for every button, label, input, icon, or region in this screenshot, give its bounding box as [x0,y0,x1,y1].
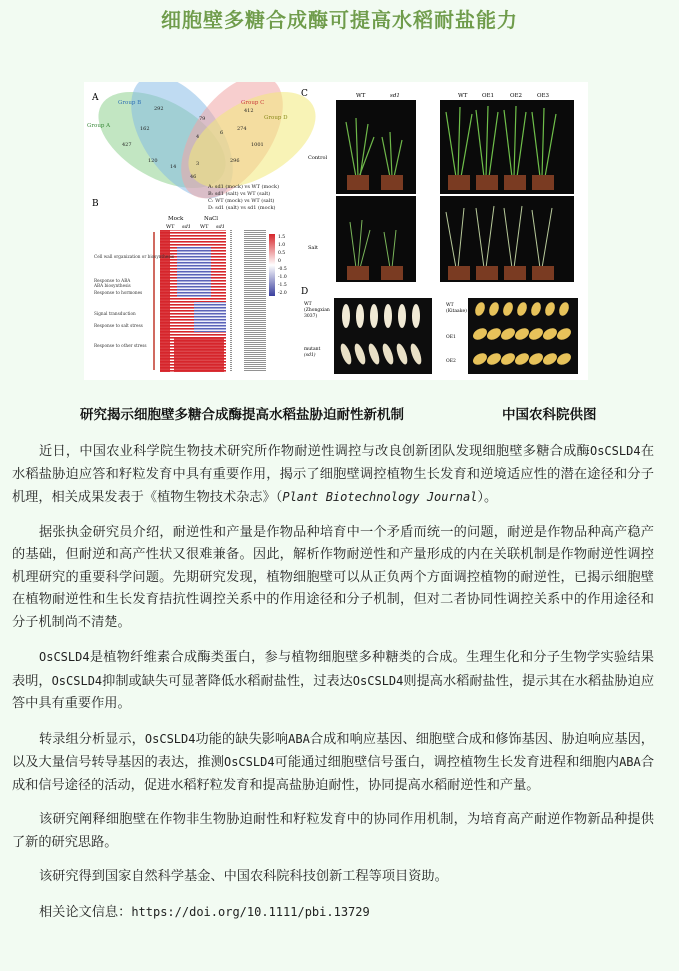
venn-count: 14 [170,164,177,170]
paragraph [12,440,654,510]
grain-label: WT [304,302,312,307]
text-span: ）。 [477,490,498,505]
text-span: 可能通过细胞壁信号蛋白，调控植物生长发育进程和细胞内 [274,755,620,770]
heatmap-category: ABA biosynthesis [94,283,131,288]
heatmap-condition-mock: Mock [168,216,184,222]
abbreviation: ABA [288,731,310,746]
photo-col-label: WT [458,93,468,99]
panel-b-label: B [92,199,99,209]
photo-col-label: OE2 [510,93,523,99]
text-span: 在水稻盐胁迫应答和籽粒发育中具有重要作用，揭示了细胞壁调控植物生长发育和逆境适应性的潜在途径和分子机理，相关成果发表于《植物生物技术杂志》（ [12,444,655,505]
grain-labels-right [446,302,467,364]
plant-pot [347,175,369,190]
heatmap-scale-label: 1.0 [278,243,286,248]
venn-count: 1001 [251,142,264,148]
heatmap-scale-label: 0 [278,259,281,264]
venn-group-a: Group A [87,123,111,129]
caption-text: 研究揭示细胞壁多糖合成酶提高水稻盐胁迫耐性新机制 [80,407,404,423]
venn-group-b: Group B [118,100,142,106]
plant-pot [448,266,470,280]
venn-legend-line: A: sd1 (mock) vs WT (mock) [208,184,280,190]
text-span: 转录组分析显示， [39,731,145,747]
heatmap-column-labels [166,224,225,230]
plant-pot [448,175,470,190]
venn-count: 296 [230,158,240,164]
venn-count: 292 [154,106,164,112]
panel-c-label: C [301,89,308,99]
heatmap-scale-labels [278,234,287,296]
grain-label: 3037) [304,314,318,319]
heatmap-scale-label: -0.5 [278,267,287,272]
heatmap-category: Cell wall organization or biosynthesis [94,254,174,259]
plant-pot [504,175,526,190]
heatmap-condition-nacl: NaCl [204,216,219,222]
citation-label: 相关论文信息： [39,904,132,920]
plant-pot [504,266,526,280]
venn-legend-line: B: sd1 (salt) vs WT (salt) [208,191,271,197]
text-span: 抑制或缺失可显著降低水稻耐盐性，过表达 [102,673,353,689]
gene-name: OsCSLD4 [223,755,275,769]
venn-count: 120 [148,158,158,164]
text-span: 合成和响应基因、细胞壁合成和修饰基因、胁迫响应基因，以及大量信号转导基因的表达，推测 [12,731,654,770]
heatmap-block [194,302,226,332]
plant-pot [532,175,554,190]
grain-labels-left [304,301,330,358]
paragraph: 据张执金研究员介绍，耐逆性和产量是作物品种培育中一个矛盾而统一的问题，耐逆是作物品种高产稳产的基础，但耐逆和高产性状又很难兼备。因此，解析作物耐逆性和产量形成的内在关联机制是作物耐逆性调控机理研究的重要科学问题。先期研究发现，植物细胞壁可以从正负两个方面调控植物的耐逆性，已揭示细胞壁在植物耐逆性和生长发育拮抗性调控关系中的作用途径和分子机制，但对二者协同性调控关系中的作用途径和分子机制尚不清楚。 [12,524,654,630]
photo-row-label: Control [308,155,328,161]
grain-label: mutant [304,347,321,352]
paragraph [12,728,654,798]
grain-label: OE2 [446,359,456,364]
heatmap-category: Response to other stress [94,343,147,348]
article-body [12,440,654,936]
panel-d-label: D [301,287,309,297]
caption-credit: 中国农科院供图 [502,407,597,423]
photo-col-label: sd1 [390,93,400,99]
paragraph [12,901,654,925]
heatmap-scale-label: -1.0 [278,275,287,280]
plant-pot [381,175,403,190]
paragraph [12,646,654,716]
grain-label: OE1 [446,335,456,340]
photo-col-label: WT [356,93,366,99]
heatmap-col-label: WT [200,224,209,230]
heatmap-col-label: sd1 [216,224,225,230]
photo-salt-left [336,196,416,282]
grain-label: (Kitaake) [446,309,467,314]
grain-label: (Zhongxian [304,308,330,313]
heatmap-block [174,337,224,372]
heatmap-col-label: sd1 [182,224,191,230]
plant-pot [347,266,369,280]
text-span: 功能的缺失影响 [195,731,289,747]
plant-pot [532,266,554,280]
venn-count: 3 [196,161,200,167]
figure-graphic [84,82,588,380]
heatmap-scale-label: 1.5 [278,235,286,240]
plant-pot [476,175,498,190]
heatmap-scale-label: -1.5 [278,283,287,288]
paragraph: 该研究阐释细胞壁在作物非生物胁迫耐性和籽粒发育中的协同作用机制，为培育高产耐逆作物新品种提供了新的研究思路。 [12,812,654,850]
venn-legend-line: C: WT (mock) vs WT (salt) [208,198,275,204]
venn-count: 46 [190,174,197,180]
abbreviation: ABA [619,755,641,769]
venn-group-c: Group C [241,100,265,106]
gene-name: OsCSLD4 [51,673,103,688]
text-span: 则提高水稻耐盐性，提示其在水稻盐胁迫应答中具有重要作用。 [12,673,655,711]
text-span: 近日，中国农业科学院生物技术研究所作物耐逆性调控与改良创新团队发现细胞壁多糖合成酶 [39,444,590,459]
photo-control-right [440,100,574,194]
heatmap-color-scale [269,234,275,296]
research-figure [84,82,588,380]
heatmap-col-label: WT [166,224,175,230]
heatmap-category: Signal transduction [94,311,136,316]
text-span: 是植物纤维素合成酶类蛋白，参与植物细胞壁多种糖类的合成。生理生化和分子生物学实验结果表明， [12,650,654,689]
gene-name: OsCSLD4 [39,650,90,664]
photo-control-left [336,100,416,194]
venn-count: 427 [122,142,132,148]
grain-label: WT [446,303,454,308]
gene-name: OsCSLD4 [144,731,196,746]
venn-group-d: Group D [264,115,288,121]
venn-count: 6 [220,130,224,136]
photo-col-label: OE1 [482,93,495,99]
heatmap-category: Response to ABA [94,278,131,283]
gene-name: OsCSLD4 [352,673,404,688]
photo-row-label: Salt [308,245,319,251]
heatmap-block [177,247,211,297]
venn-count: 412 [244,108,254,114]
venn-count: 4 [196,134,200,140]
doi-link[interactable]: https://doi.org/10.1111/pbi.13729 [131,904,370,919]
heatmap-scale-label: 0.5 [278,251,286,256]
heatmap-grid [160,230,226,372]
paragraph: 该研究得到国家自然科学基金、中国农科院科技创新工程等项目资助。 [39,869,448,884]
venn-count: 274 [237,126,247,132]
venn-legend [207,183,279,211]
grain-label: (sd1) [304,353,316,358]
journal-name: Plant Biotechnology Journal [282,490,478,504]
gene-name: OsCSLD4 [589,444,641,458]
photo-col-label: OE3 [537,93,550,99]
venn-count: 79 [199,116,206,122]
heatmap-scale-label: -2.0 [278,291,287,296]
plant-pot [476,266,498,280]
panel-a-label: A [92,93,99,103]
photo-salt-right [440,196,574,282]
gene-id-column [230,230,266,372]
page-title: 细胞壁多糖合成酶可提高水稻耐盐能力 [161,8,518,32]
venn-count: 162 [140,126,150,132]
heatmap-category: Response to hormones [94,290,143,295]
text-span: 合成和信号途径的活动，促进水稻籽粒发育和提高盐胁迫耐性，协同提高水稻耐逆性和产量。 [12,755,655,793]
plant-pot [381,266,403,280]
heatmap-column [160,230,170,372]
venn-legend-line: D: sd1 (salt) vs sd1 (mock) [208,205,276,211]
heatmap-category: Response to salt stress [94,323,143,328]
